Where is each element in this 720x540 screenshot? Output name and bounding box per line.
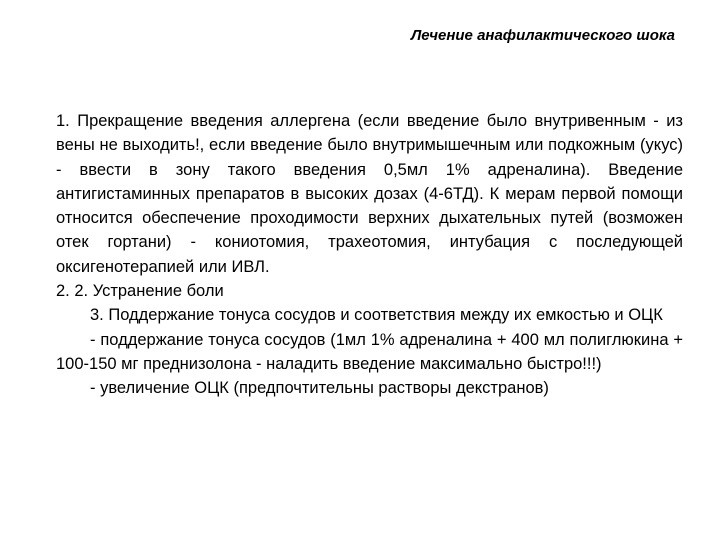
paragraph-pain-relief: 2. 2. Устранение боли	[56, 282, 224, 301]
slide-body	[56, 109, 683, 401]
paragraph-dextran: - увеличение ОЦК (предпочтительны растворы декстранов)	[90, 379, 549, 398]
paragraph-vascular-tone: 3. Поддержание тонуса сосудов и соответствия между их емкостью и ОЦК	[90, 306, 663, 325]
slide-title: Лечение анафилактического шока	[410, 27, 675, 44]
paragraph-adrenaline-infusion: - поддержание тонуса сосудов (1мл 1% адреналина + 400 мл полиглюкина + 100-150 мг преднизолона - наладить введение максимально быстро!!!)	[56, 330, 683, 373]
paragraph-first-aid: 1. Прекращение введения аллергена (если введение было внутривенным - из вены не выходить!, если введение было внутримышечным или подкожным (укус) - ввести в зону такого введения 0,5мл 1% адреналина). Введение антигистаминных препаратов в высоких дозах (4-6ТД). К мерам первой помощи относится обеспечение проходимости верхних дыхательных путей (возможен отек гортани) - кониотомия, трахеотомия, интубация с последующей оксигенотерапией или ИВЛ.	[56, 112, 683, 276]
